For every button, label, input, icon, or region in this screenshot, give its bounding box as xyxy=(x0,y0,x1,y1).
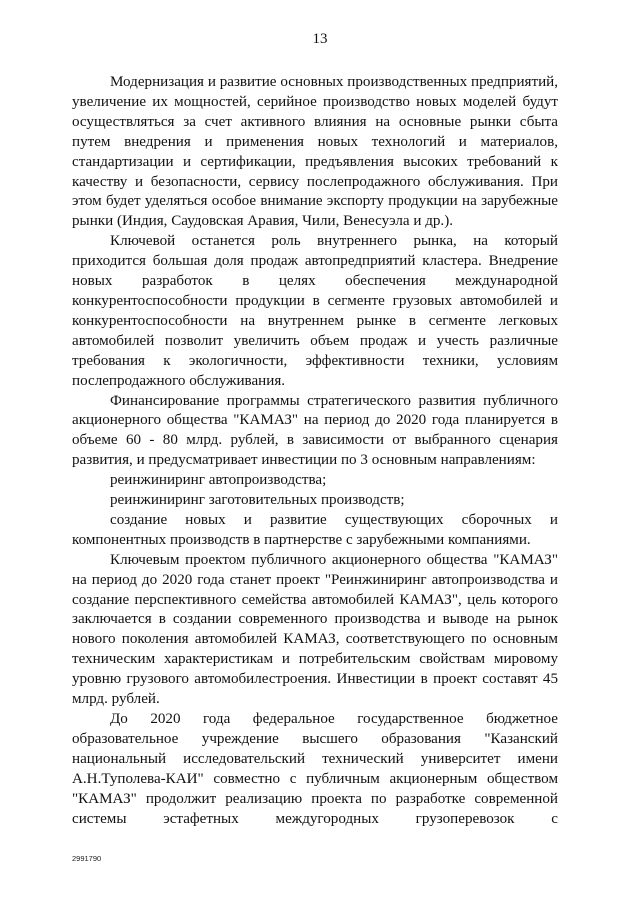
paragraph-kai-cooperation: До 2020 года федеральное государственное бюджетное образовательное учреждение высшего образования "Казанский национальный исследовательский технический университет имени А.Н.Туполева-КАИ" совместно с публичным акционерным обществом "КАМАЗ" продолжит реализацию проекта по разработке современной системы эстафетных междугородных грузоперевозок с xyxy=(72,711,558,827)
list-item-new-production: создание новых и развитие существующих сборочных и компонентных производств в партнерстве с зарубежными компаниями. xyxy=(72,511,558,548)
paragraph-financing: Финансирование программы стратегического развития публичного акционерного общества "КАМАЗ" на период до 2020 года планируется в объеме 60 - 80 млрд. рублей, в зависимости от выбранного сценария развития, и предусматривает инвестиции по 3 основным направлениям: xyxy=(72,392,558,469)
page-number: 13 xyxy=(312,31,328,47)
document-body xyxy=(72,73,558,829)
list-item-auto-reengineering: реинжиниринг автопроизводства; xyxy=(110,472,327,489)
paragraph-domestic-market: Ключевой останется роль внутреннего рынка, на который приходится большая доля продаж автопредприятий кластера. Внедрение новых разработок в целях обеспечения международной конкурентоспособности продукции в сегменте грузовых автомобилей и конкурентоспособности на внутреннем рынке в сегменте легковых автомобилей позволит увеличить объем продаж и учесть различные требования к экологичности, эффективности техники, условиям послепродажного обслуживания. xyxy=(72,233,558,389)
paragraph-modernization: Модернизация и развитие основных производственных предприятий, увеличение их мощностей, серийное производство новых моделей будут осуществляться за счет активного влияния на основные рынки сбыта путем внедрения и применения новых технологий и материалов, стандартизации и сертификации, предъявления высоких требований к качеству и безопасности, сервису послепродажного обслуживания. При этом будет уделяться особое внимание экспорту продукции на зарубежные рынки (Индия, Саудовская Аравия, Чили, Венесуэла и др.). xyxy=(72,74,558,230)
paragraph-key-project: Ключевым проектом публичного акционерного общества "КАМАЗ" на период до 2020 года станет проект "Реинжиниринг автопроизводства и создание перспективного семейства автомобилей КАМАЗ", цель которого заключается в создании современного производства и выводе на рынок нового поколения автомобилей КАМАЗ, соответствующего по основным техническим характеристикам и потребительским свойствам мировому уровню грузового автомобилестроения. Инвестиции в проект составят 45 млрд. рублей. xyxy=(72,551,558,708)
document-id: 2991790 xyxy=(72,854,102,863)
list-item-procurement-reengineering: реинжиниринг заготовительных производств; xyxy=(110,492,405,509)
